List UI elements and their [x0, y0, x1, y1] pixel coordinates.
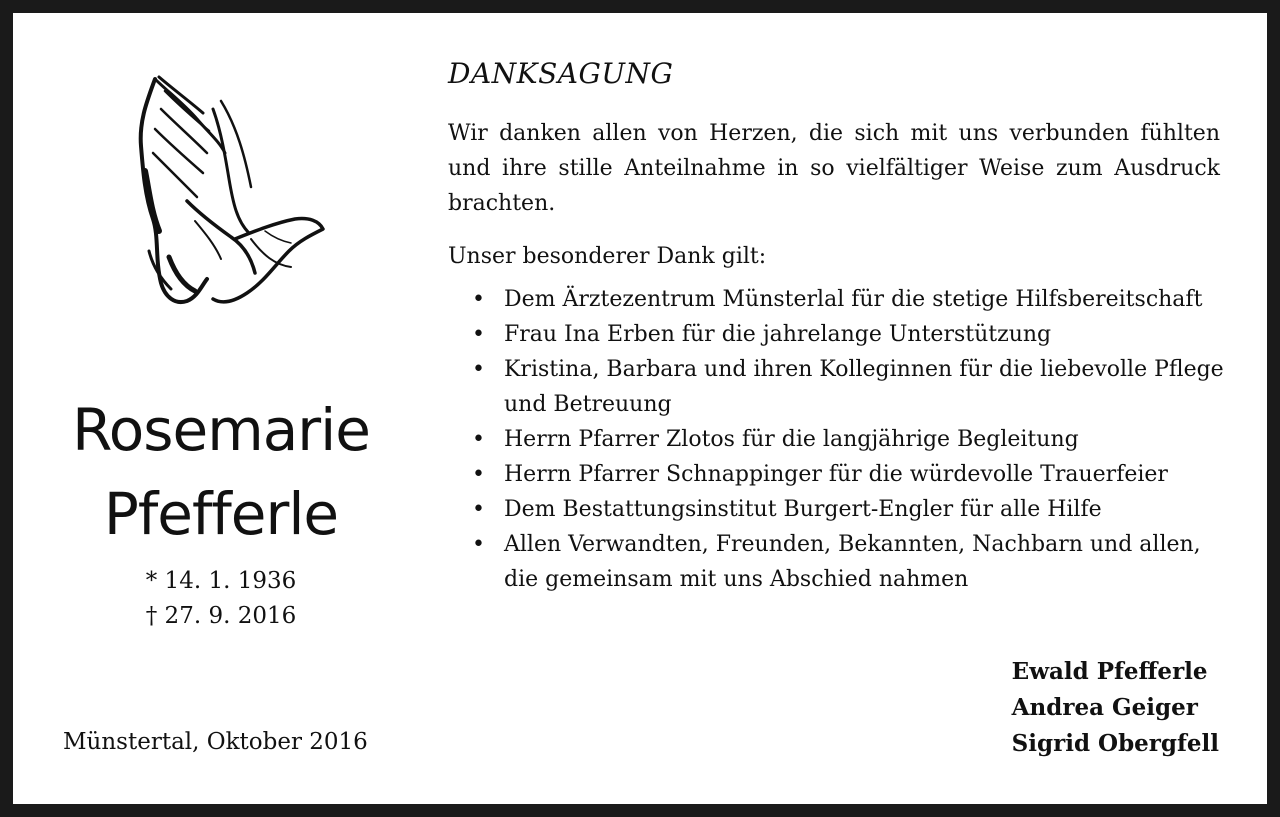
signature-name: Ewald Pfefferle [1011, 658, 1208, 685]
thanks-item [468, 317, 1228, 352]
death-date: † 27. 9. 2016 [145, 603, 297, 629]
thanks-item [468, 492, 1228, 527]
deceased-first-name: Rosemarie [72, 396, 370, 464]
notice-intro: Wir danken allen von Herzen, die sich mit uns verbunden fühlten und ihre stille Anteilnahme in so vielfältiger Weise zum Ausdruck brachten. [448, 121, 1220, 216]
thanks-item [468, 352, 1228, 422]
birth-date: * 14. 1. 1936 [145, 568, 297, 594]
bullet: • [472, 532, 485, 557]
thanks-item-text: Dem Ärztezentrum Münsterlal für die stetige Hilfsbereitschaft [504, 287, 1203, 312]
bullet: • [472, 497, 485, 522]
thanks-item-text: Dem Bestattungsinstitut Burgert-Engler für alle Hilfe [504, 497, 1102, 522]
bullet: • [472, 462, 485, 487]
signatures [1012, 654, 1219, 762]
thanks-item [468, 457, 1228, 492]
bullet: • [472, 427, 485, 452]
thanks-item-text: Herrn Pfarrer Schnappinger für die würdevolle Trauerfeier [504, 462, 1168, 487]
deceased-last-name: Pfefferle [103, 480, 339, 548]
notice-heading: DANKSAGUNG [448, 57, 674, 90]
thanks-item [468, 282, 1228, 317]
thanks-item-text: Allen Verwandten, Freunden, Bekannten, Nachbarn und allen, die gemeinsam mit uns Abschied nahmen [504, 532, 1201, 592]
thanks-item [468, 527, 1228, 597]
thanks-item-text: Kristina, Barbara und ihren Kolleginnen für die liebevolle Pflege und Betreuung [504, 357, 1224, 417]
thanks-item-text: Herrn Pfarrer Zlotos für die langjährige Begleitung [504, 427, 1079, 452]
signature-name: Sigrid Obergfell [1011, 730, 1219, 757]
bullet: • [472, 287, 485, 312]
thanks-list [468, 282, 1228, 597]
thanks-item [468, 422, 1228, 457]
thanks-item-text: Frau Ina Erben für die jahrelange Unterstützung [504, 322, 1052, 347]
bullet: • [472, 357, 485, 382]
bullet: • [472, 322, 485, 347]
praying-hands-icon [125, 61, 325, 311]
notice-subheading: Unser besonderer Dank gilt: [448, 244, 767, 269]
place-date: Münstertal, Oktober 2016 [63, 729, 368, 755]
obituary-card [13, 13, 1267, 804]
signature-name: Andrea Geiger [1011, 694, 1198, 721]
